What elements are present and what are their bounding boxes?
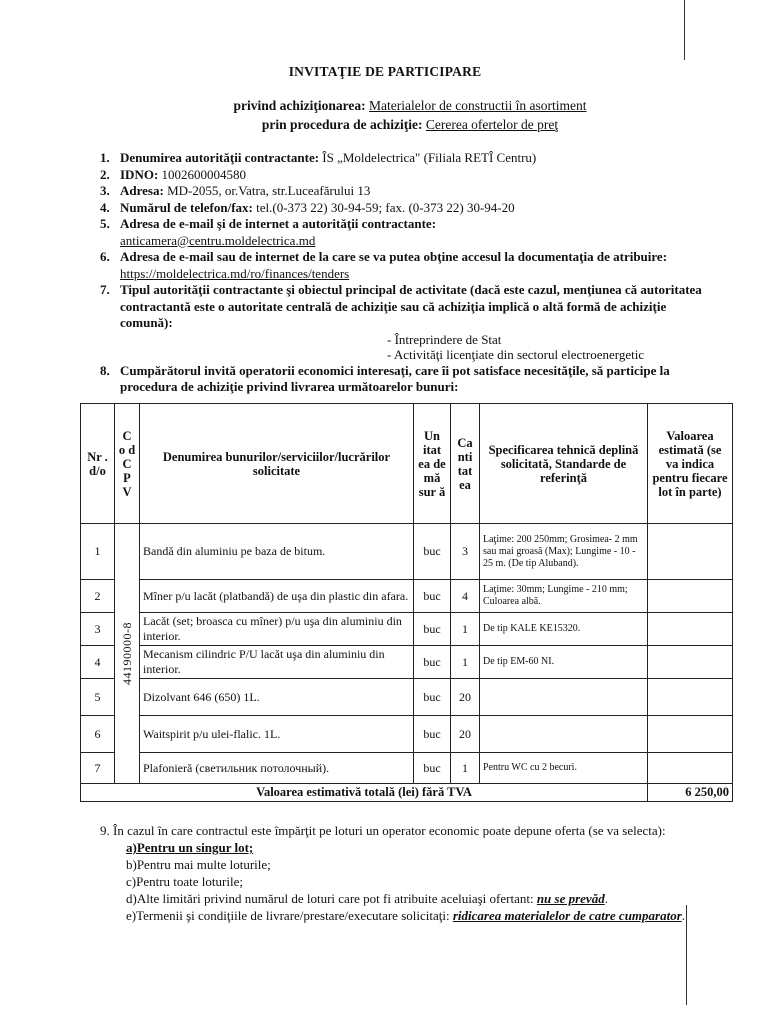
header-unit: Un itat ea de mă sur ă	[414, 404, 451, 524]
activity-line-2: - Activităţi licenţiate din sectorul electroenergetic	[387, 347, 645, 362]
option-e: e)Termenii şi condiţiile de livrare/prestare/executare solicitaţi: ridicarea materialelor de catre cumparator.	[126, 908, 686, 923]
info-item-4	[100, 200, 720, 217]
procurement-subject	[0, 98, 770, 114]
section-9-text: În cazul în care contractul este împărţit pe loturi un operator economic poate depune oferta (se va selecta):	[113, 823, 666, 838]
scan-margin-line-top	[684, 0, 685, 60]
table-row	[81, 613, 733, 646]
table-row	[81, 580, 733, 613]
table-row	[81, 646, 733, 679]
cell-nr: 1	[81, 524, 115, 580]
cell-cpv	[115, 524, 140, 784]
procurement-procedure-value: Cererea ofertelor de preţ	[425, 117, 559, 132]
info-item-2	[100, 167, 720, 184]
total-row	[81, 784, 733, 802]
cell-name: Dizolvant 646 (650) 1L.	[140, 679, 414, 716]
item-label: Denumirea autorităţii contractante:	[120, 150, 320, 165]
header-qty: Ca nti tat ea	[451, 404, 480, 524]
info-item-1	[100, 150, 720, 167]
cell-nr: 3	[81, 613, 115, 646]
item-number: 4.	[100, 199, 110, 215]
item-label: Tipul autorităţii contractante şi obiectul principal de activitate (dacă este cazul, menţiunea că autoritatea contractantă este o autoritate centrală de achiziţie sau că achiziţia implică o altă formă de achiziţie comună):	[120, 282, 702, 330]
table-row	[81, 716, 733, 753]
cell-spec	[480, 716, 648, 753]
item-number: 8.	[100, 362, 110, 378]
option-e-value: ridicarea materialelor de catre cumparator	[452, 908, 682, 923]
cell-value	[648, 580, 733, 613]
cell-qty: 4	[451, 580, 480, 613]
cell-qty: 1	[451, 753, 480, 784]
option-d-value: nu se prevăd	[536, 891, 605, 906]
info-item-7	[100, 282, 720, 332]
option-e-text: e)Termenii şi condiţiile de livrare/prestare/executare solicitaţi:	[126, 908, 450, 923]
cell-name: Waitspirit p/u ulei-flalic. 1L.	[140, 716, 414, 753]
cell-unit: buc	[414, 580, 451, 613]
cell-spec: De tip KALE KE15320.	[480, 613, 648, 646]
header-value: Valoarea estimată (se va indica pentru fiecare lot în parte)	[648, 404, 733, 524]
header-nr: Nr . d/o	[81, 404, 115, 524]
header-cpv: C o d C P V	[115, 404, 140, 524]
item-number: 2.	[100, 166, 110, 182]
cell-qty: 20	[451, 679, 480, 716]
info-item-5	[100, 216, 720, 249]
cell-nr: 4	[81, 646, 115, 679]
cell-spec	[480, 679, 648, 716]
tenders-link[interactable]: https://moldelectrica.md/ro/finances/tenders	[120, 265, 350, 281]
procurement-procedure-label: prin procedura de achiziţie:	[261, 117, 423, 132]
item-label: IDNO:	[120, 166, 159, 182]
cell-name: Bandă din aluminiu pe baza de bitum.	[140, 524, 414, 580]
table-row	[81, 753, 733, 784]
cell-nr: 6	[81, 716, 115, 753]
document-title: INVITAŢIE DE PARTICIPARE	[288, 64, 482, 79]
option-d-text: d)Alte limitări privind numărul de loturi care pot fi atribuite aceluiaşi ofertant:	[126, 891, 534, 906]
cell-spec: De tip EM-60 NI.	[480, 646, 648, 679]
item-value: 1002600004580	[161, 166, 247, 182]
cell-qty: 1	[451, 613, 480, 646]
total-value: 6 250,00	[648, 784, 733, 802]
cell-unit: buc	[414, 716, 451, 753]
cell-unit: buc	[414, 613, 451, 646]
cell-qty: 1	[451, 646, 480, 679]
option-c: c)Pentru toate loturile;	[126, 874, 243, 889]
info-item-6	[100, 249, 720, 282]
cell-qty: 3	[451, 524, 480, 580]
cell-value	[648, 524, 733, 580]
cell-value	[648, 613, 733, 646]
header-name: Denumirea bunurilor/serviciilor/lucrărilor solicitate	[140, 404, 414, 524]
cell-value	[648, 753, 733, 784]
item-label: Adresa:	[120, 183, 164, 198]
item-value: tel.(0-373 22) 30-94-59; fax. (0-373 22) 30-94-20	[256, 199, 515, 215]
cell-spec: Laţime: 30mm; Lungime - 210 mm; Culoarea albă.	[480, 580, 648, 613]
cell-spec: Laţime: 200 250mm; Grosimea- 2 mm sau mai groasă (Max); Lungime - 10 - 25 m. (De tip Aluband).	[480, 524, 648, 580]
email-link[interactable]: anticamera@centru.moldelectrica.md	[120, 232, 316, 248]
cell-unit: buc	[414, 524, 451, 580]
cell-nr: 2	[81, 580, 115, 613]
cpv-code: 44190000-8	[119, 622, 134, 685]
option-a: a)Pentru un singur lot;	[126, 840, 254, 855]
item-value: MD-2055, or.Vatra, str.Luceafărului 13	[167, 183, 371, 198]
table-row	[81, 524, 733, 580]
procurement-subject-label: privind achiziţionarea:	[233, 98, 366, 113]
item-label: Adresa de e-mail sau de internet de la care se va putea obţine accesul la documentaţia de atribuire:	[120, 249, 668, 264]
cell-nr: 7	[81, 753, 115, 784]
cell-nr: 5	[81, 679, 115, 716]
cell-value	[648, 646, 733, 679]
item-label: Adresa de e-mail şi de internet a autorităţii contractante:	[120, 216, 437, 231]
cell-spec: Pentru WC cu 2 becuri.	[480, 753, 648, 784]
goods-table	[80, 403, 733, 802]
info-item-3	[100, 183, 720, 200]
cell-unit: buc	[414, 753, 451, 784]
cell-unit: buc	[414, 646, 451, 679]
cell-value	[648, 679, 733, 716]
cell-name: Mecanism cilindric P/U lacăt uşa din aluminiu din interior.	[140, 646, 414, 679]
table-row	[81, 679, 733, 716]
option-b: b)Pentru mai multe loturile;	[126, 857, 271, 872]
cell-value	[648, 716, 733, 753]
section-9	[100, 822, 720, 924]
procurement-subject-value: Materialelor de constructii în asortiment	[369, 98, 587, 113]
activity-line-1: - Întreprindere de Stat	[387, 331, 502, 347]
table-header-row	[81, 404, 733, 524]
item-value: ÎS „Moldelectrica" (Filiala RETÎ Centru)	[322, 150, 537, 165]
item-number: 7.	[100, 282, 110, 297]
info-item-8	[100, 363, 720, 396]
cell-name: Lacăt (set; broasca cu mîner) p/u uşa din aluminiu din interior.	[140, 613, 414, 646]
cell-name: Mîner p/u lacăt (platbandă) de uşa din plastic din afara.	[140, 580, 414, 613]
header-spec: Specificarea tehnică deplină solicitată, Standarde de referinţă	[480, 404, 648, 524]
item-number: 6.	[100, 249, 110, 264]
option-d: d)Alte limitări privind numărul de loturi care pot fi atribuite aceluiaşi ofertant: nu se prevăd.	[126, 891, 608, 906]
item-label: Numărul de telefon/fax:	[120, 199, 253, 215]
section-9-number: 9.	[100, 823, 110, 838]
info-list	[100, 150, 720, 396]
procurement-procedure	[0, 117, 770, 133]
item-number: 1.	[100, 150, 110, 165]
item-number: 5.	[100, 216, 110, 231]
item-number: 3.	[100, 183, 110, 198]
cell-unit: buc	[414, 679, 451, 716]
section-9-intro	[100, 822, 720, 839]
item-label: Cumpărătorul invită operatorii economici interesaţi, care îi pot satisface necesităţile, să participe la procedura de achiziţie privind livrarea următoarelor bunuri:	[120, 362, 670, 394]
cell-qty: 20	[451, 716, 480, 753]
total-label: Valoarea estimativă totală (lei) fără TVA	[81, 784, 648, 802]
cell-name: Plafonieră (светильник потолочный).	[140, 753, 414, 784]
